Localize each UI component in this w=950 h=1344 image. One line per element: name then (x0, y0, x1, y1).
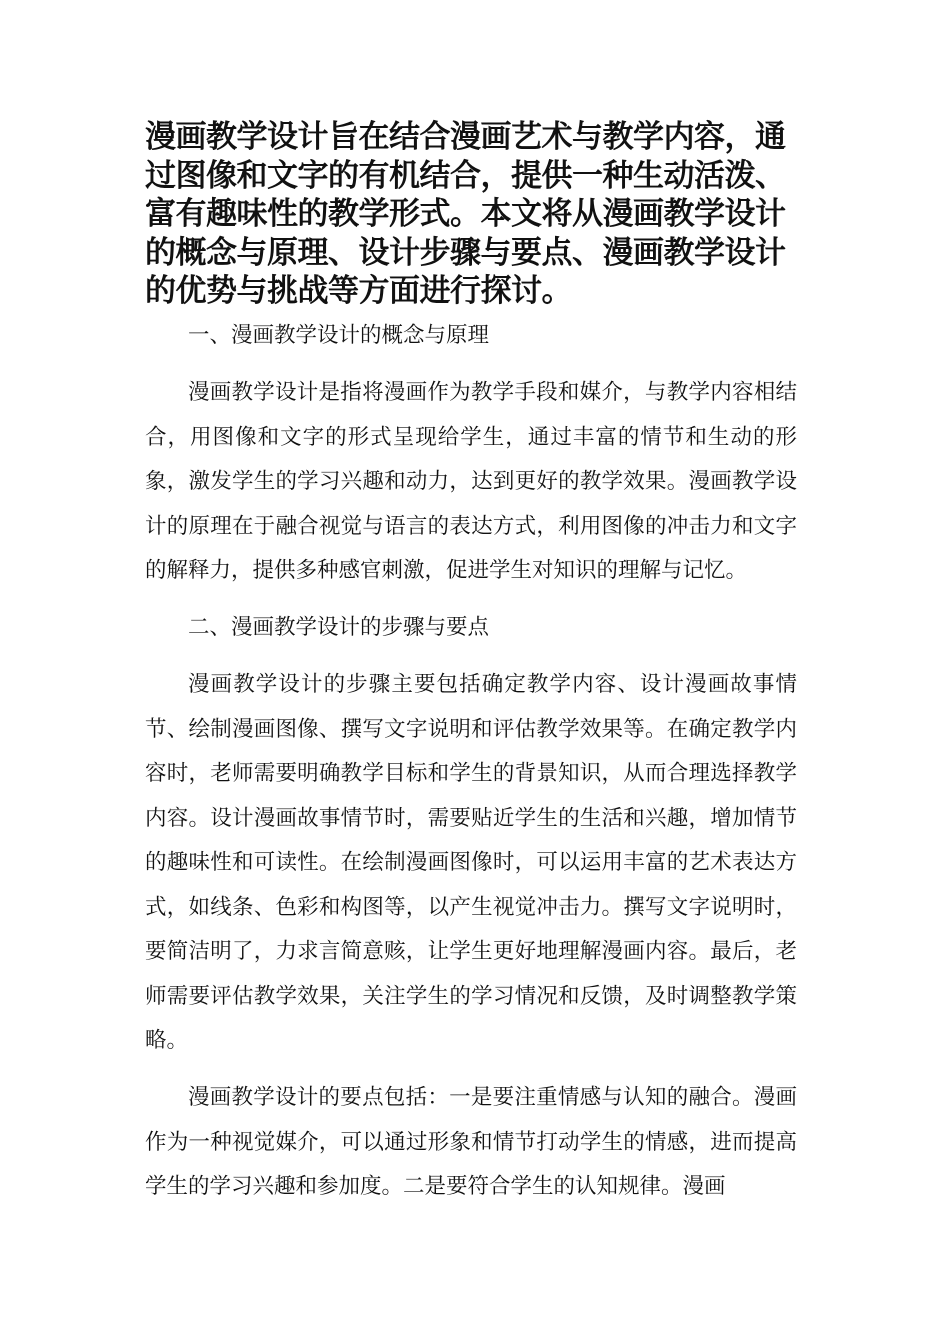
intro-paragraph: 漫画教学设计旨在结合漫画艺术与教学内容，通过图像和文字的有机结合，提供一种生动活泼、富有趣味性的教学形式。本文将从漫画教学设计的概念与原理、设计步骤与要点、漫画教学设计的优势与挑战等方面进行探讨。 (145, 119, 786, 309)
paragraph-steps: 漫画教学设计的步骤主要包括确定教学内容、设计漫画故事情节、绘制漫画图像、撰写文字说明和评估教学效果等。在确定教学内容时，老师需要明确教学目标和学生的背景知识，从而合理选择教学内容。设计漫画故事情节时，需要贴近学生的生活和兴趣，增加情节的趣味性和可读性。在绘制漫画图像时，可以运用丰富的艺术表达方式，如线条、色彩和构图等，以产生视觉冲击力。撰写文字说明时，要简洁明了，力求言简意赅，让学生更好地理解漫画内容。最后，老师需要评估教学效果，关注学生的学习情况和反馈，及时调整教学策略。 (145, 672, 797, 1053)
section-heading-concept: 一、漫画教学设计的概念与原理 (188, 323, 490, 348)
document-body (145, 314, 797, 1222)
paragraph-concept: 漫画教学设计是指将漫画作为教学手段和媒介，与教学内容相结合，用图像和文字的形式呈现给学生，通过丰富的情节和生动的形象，激发学生的学习兴趣和动力，达到更好的教学效果。漫画教学设计的原理在于融合视觉与语言的表达方式，利用图像的冲击力和文字的解释力，提供多种感官刺激，促进学生对知识的理解与记忆。 (145, 380, 797, 583)
paragraph-key-points: 漫画教学设计的要点包括：一是要注重情感与认知的融合。漫画作为一种视觉媒介，可以通过形象和情节打动学生的情感，进而提高学生的学习兴趣和参加度。二是要符合学生的认知规律。漫画 (145, 1085, 797, 1199)
section-heading-steps: 二、漫画教学设计的步骤与要点 (188, 615, 490, 640)
